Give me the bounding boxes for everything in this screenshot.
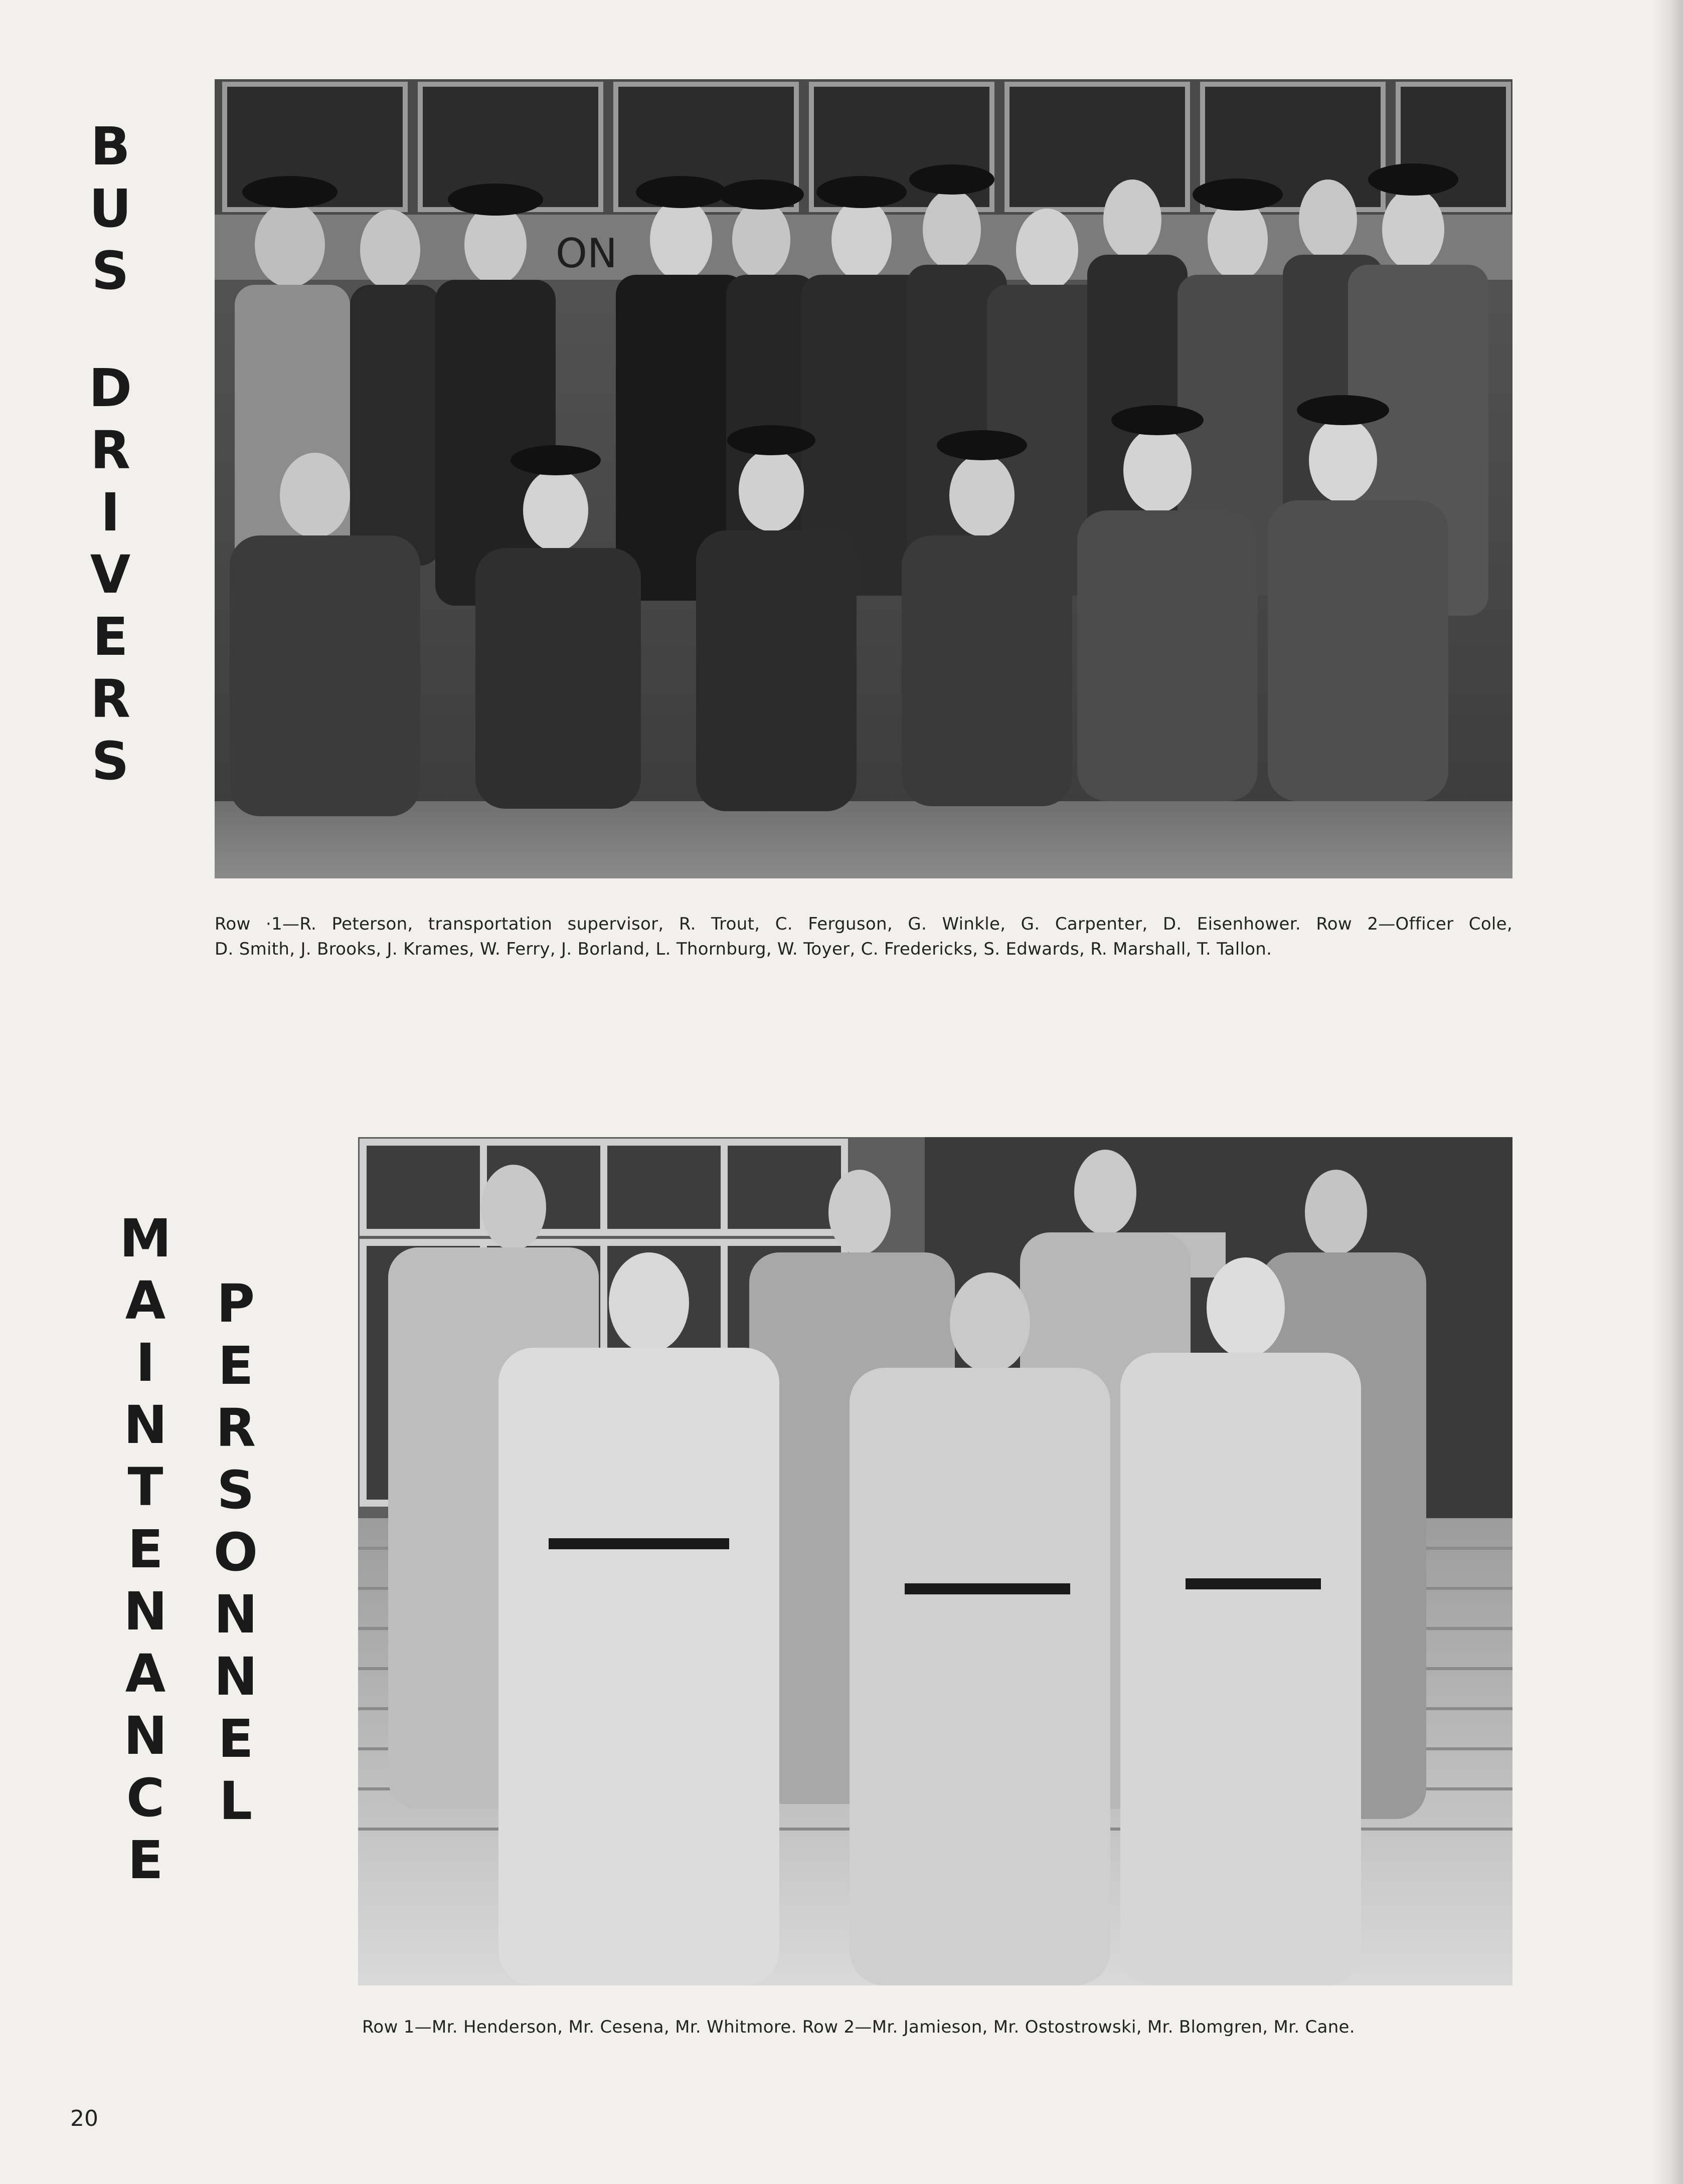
heading-letter: M: [119, 1208, 172, 1269]
bus-drivers-heading: [83, 115, 138, 792]
heading-letter: R: [90, 668, 131, 730]
heading-letter: N: [214, 1646, 258, 1707]
heading-letter: S: [91, 731, 129, 792]
heading-letter: E: [92, 606, 128, 667]
caption-line: Row ·1—R. Peterson, transportation supervisor, R. Trout, C. Ferguson, G. Winkle, G. Carpenter, D. Eisenhower. Row 2—Officer Cole,: [215, 914, 1512, 934]
heading-letter: A: [125, 1270, 166, 1331]
heading-letter: C: [126, 1767, 165, 1829]
caption-line: D. Smith, J. Brooks, J. Krames, W. Ferry, J. Borland, L. Thornburg, W. Toyer, C. Fredericks, S. Edwards, R. Marshall, T. Tallon.: [215, 939, 1272, 959]
page-number: 20: [70, 2106, 98, 2131]
heading-letter: L: [219, 1770, 253, 1832]
heading-letter: N: [123, 1394, 167, 1455]
heading-letter: T: [127, 1457, 163, 1518]
heading-letter: N: [214, 1584, 258, 1645]
maintenance-caption: [362, 2015, 1512, 2040]
maintenance-personnel-photo: [358, 1137, 1512, 1985]
bus-lettering: ON: [556, 230, 617, 277]
personnel-heading: [208, 1272, 263, 1832]
heading-letter: E: [127, 1830, 163, 1891]
heading-letter: E: [218, 1708, 254, 1769]
heading-letter: E: [218, 1335, 254, 1396]
heading-letter: N: [123, 1705, 167, 1766]
heading-letter: P: [216, 1273, 255, 1334]
heading-letter: U: [89, 178, 132, 239]
heading-letter: I: [135, 1332, 155, 1393]
heading-letter: N: [123, 1581, 167, 1642]
heading-letter: I: [100, 482, 120, 543]
heading-letter: A: [125, 1643, 166, 1704]
bus-drivers-photo: [215, 79, 1512, 878]
heading-letter: S: [217, 1460, 255, 1521]
heading-letter: S: [91, 240, 129, 301]
bus-drivers-caption: [215, 912, 1512, 962]
heading-letter: R: [215, 1397, 256, 1459]
heading-letter: E: [127, 1519, 163, 1580]
page-binding-shadow: [1653, 0, 1683, 2184]
heading-letter: B: [90, 116, 130, 177]
caption-line: Row 1—Mr. Henderson, Mr. Cesena, Mr. Whitmore. Row 2—Mr. Jamieson, Mr. Ostostrowski, Mr. Blomgren, Mr. Cane.: [362, 2017, 1355, 2037]
heading-letter: R: [90, 420, 131, 481]
heading-letter: D: [88, 357, 132, 419]
maintenance-heading: [118, 1207, 173, 1891]
heading-letter: V: [90, 544, 131, 605]
heading-letter: O: [213, 1522, 258, 1583]
